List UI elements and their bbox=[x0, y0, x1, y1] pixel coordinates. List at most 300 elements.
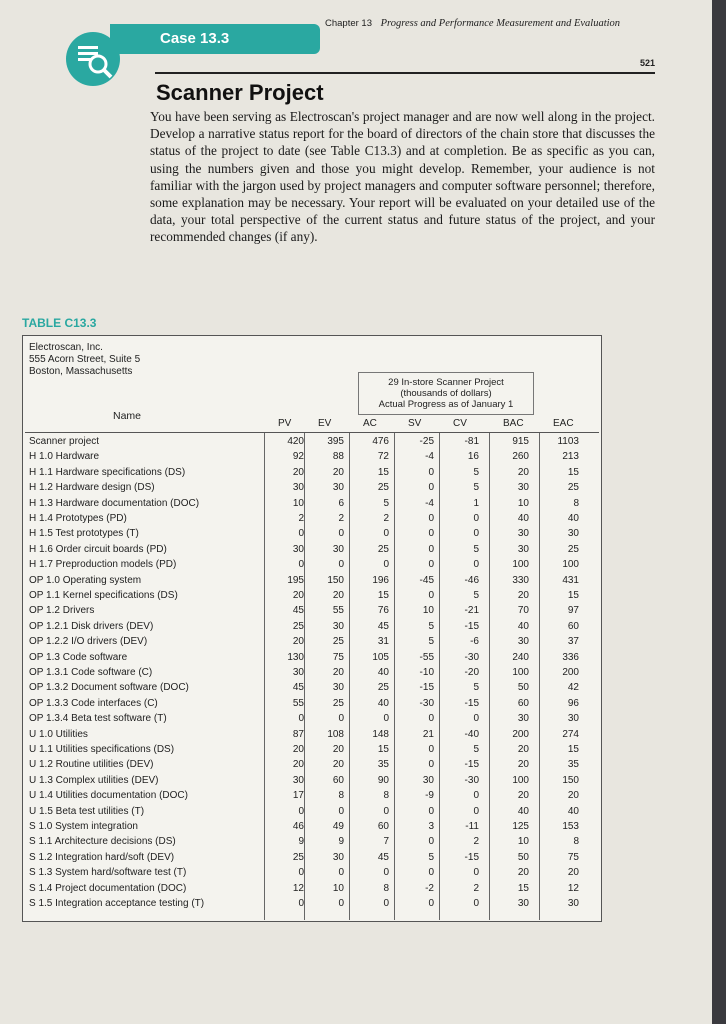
cell-sv: -10 bbox=[419, 667, 434, 678]
cell-pv: 92 bbox=[292, 451, 304, 463]
cell-pv: 420 bbox=[287, 436, 304, 447]
table-row bbox=[25, 605, 599, 617]
row-name: H 1.6 Order circuit boards (PD) bbox=[29, 543, 167, 555]
table-row bbox=[25, 498, 599, 510]
cell-ac: 90 bbox=[377, 774, 389, 786]
cell-sv: 5 bbox=[428, 620, 434, 632]
cell-sv: 0 bbox=[428, 466, 434, 478]
cell-pv: 10 bbox=[292, 497, 304, 509]
cell-bac: 240 bbox=[512, 651, 529, 663]
cell-ev: 0 bbox=[338, 713, 344, 725]
cell-ev: 150 bbox=[327, 574, 344, 586]
table-row bbox=[25, 667, 599, 679]
cell-ev: 8 bbox=[338, 790, 344, 802]
cell-pv: 0 bbox=[298, 559, 304, 571]
cell-cv: -6 bbox=[470, 636, 479, 648]
table-row bbox=[25, 682, 599, 694]
cell-bac: 200 bbox=[512, 728, 529, 740]
cell-pv: 2 bbox=[298, 513, 304, 524]
cell-cv: -15 bbox=[464, 851, 479, 863]
row-name: OP 1.2.2 I/O drivers (DEV) bbox=[29, 636, 148, 648]
magnifier-icon bbox=[66, 32, 120, 86]
cell-ev: 25 bbox=[332, 697, 344, 709]
column-header-cv: CV bbox=[453, 418, 467, 429]
company-line: 555 Acorn Street, Suite 5 bbox=[29, 354, 141, 365]
table-row bbox=[25, 621, 599, 633]
cell-eac: 8 bbox=[573, 497, 579, 509]
table-row bbox=[25, 590, 599, 602]
column-header-ac: AC bbox=[363, 418, 377, 429]
cell-eac: 15 bbox=[567, 590, 579, 601]
cell-ev: 30 bbox=[332, 620, 344, 632]
cell-ac: 40 bbox=[377, 697, 389, 709]
row-name: U 1.3 Complex utilities (DEV) bbox=[29, 774, 159, 786]
cell-ev: 6 bbox=[338, 497, 344, 509]
cell-cv: 2 bbox=[473, 836, 479, 848]
table-row bbox=[25, 544, 599, 556]
row-name: U 1.5 Beta test utilities (T) bbox=[29, 805, 145, 817]
cell-eac: 8 bbox=[573, 836, 579, 848]
cell-eac: 25 bbox=[567, 482, 579, 494]
cell-pv: 45 bbox=[292, 605, 304, 617]
cell-bac: 915 bbox=[512, 436, 529, 447]
cell-bac: 30 bbox=[517, 713, 529, 725]
cell-bac: 20 bbox=[517, 744, 529, 755]
cell-cv: -15 bbox=[464, 697, 479, 709]
cell-ev: 88 bbox=[332, 451, 344, 463]
cell-sv: -4 bbox=[425, 451, 434, 463]
cell-pv: 195 bbox=[287, 574, 304, 586]
cell-cv: 0 bbox=[473, 528, 479, 540]
cell-cv: 5 bbox=[473, 543, 479, 555]
cell-ev: 75 bbox=[332, 651, 344, 663]
cell-ac: 0 bbox=[383, 528, 389, 540]
cell-cv: 2 bbox=[473, 882, 479, 894]
cell-ac: 0 bbox=[383, 559, 389, 571]
cell-sv: -25 bbox=[419, 436, 434, 447]
column-header-ev: EV bbox=[318, 418, 332, 429]
cell-ev: 30 bbox=[332, 482, 344, 494]
cell-ev: 49 bbox=[332, 821, 344, 832]
cell-bac: 20 bbox=[517, 867, 529, 879]
cell-cv: -40 bbox=[464, 728, 479, 740]
cell-bac: 100 bbox=[512, 774, 529, 786]
cell-ac: 45 bbox=[377, 620, 389, 632]
cell-ev: 20 bbox=[332, 759, 344, 771]
cell-ac: 15 bbox=[377, 590, 389, 601]
cell-cv: 5 bbox=[473, 482, 479, 494]
row-name: H 1.1 Hardware specifications (DS) bbox=[29, 466, 186, 478]
table-row bbox=[25, 898, 599, 910]
cell-ev: 20 bbox=[332, 667, 344, 678]
cell-ac: 476 bbox=[372, 436, 389, 447]
cell-ev: 0 bbox=[338, 867, 344, 879]
cell-cv: 5 bbox=[473, 590, 479, 601]
cell-pv: 30 bbox=[292, 667, 304, 678]
cell-pv: 130 bbox=[287, 651, 304, 663]
cell-ac: 0 bbox=[383, 805, 389, 817]
cell-sv: -30 bbox=[419, 697, 434, 709]
cell-ev: 0 bbox=[338, 528, 344, 540]
cell-cv: -46 bbox=[464, 574, 479, 586]
cell-ac: 25 bbox=[377, 682, 389, 694]
cell-pv: 20 bbox=[292, 759, 304, 771]
cell-cv: 0 bbox=[473, 513, 479, 524]
chapter-label: Chapter 13 bbox=[325, 18, 373, 29]
cell-sv: 30 bbox=[422, 774, 434, 786]
cell-eac: 150 bbox=[562, 774, 579, 786]
cell-ac: 15 bbox=[377, 466, 389, 478]
cell-bac: 40 bbox=[517, 805, 529, 817]
cell-cv: -81 bbox=[464, 436, 479, 447]
cell-cv: -30 bbox=[464, 651, 479, 663]
cell-pv: 9 bbox=[298, 836, 304, 848]
cell-ev: 20 bbox=[332, 466, 344, 478]
cell-sv: 0 bbox=[428, 482, 434, 494]
cell-bac: 30 bbox=[517, 898, 529, 909]
cell-ac: 0 bbox=[383, 898, 389, 909]
cell-eac: 40 bbox=[567, 805, 579, 817]
subtitle-line: (thousands of dollars) bbox=[400, 388, 492, 399]
row-name: OP 1.3 Code software bbox=[29, 651, 128, 663]
cell-sv: 5 bbox=[428, 851, 434, 863]
cell-eac: 35 bbox=[567, 759, 579, 771]
table-row bbox=[25, 528, 599, 540]
cell-bac: 260 bbox=[512, 451, 529, 463]
cell-cv: 0 bbox=[473, 790, 479, 802]
cell-cv: 0 bbox=[473, 559, 479, 571]
row-name: U 1.2 Routine utilities (DEV) bbox=[29, 759, 154, 771]
cell-bac: 40 bbox=[517, 620, 529, 632]
row-name: H 1.5 Test prototypes (T) bbox=[29, 528, 139, 540]
column-header-sv: SV bbox=[408, 418, 422, 429]
table-row bbox=[25, 821, 599, 833]
cell-ac: 25 bbox=[377, 543, 389, 555]
row-name: U 1.1 Utilities specifications (DS) bbox=[29, 744, 175, 755]
cell-eac: 40 bbox=[567, 513, 579, 524]
cell-cv: 5 bbox=[473, 744, 479, 755]
cell-eac: 274 bbox=[562, 728, 579, 740]
cell-pv: 0 bbox=[298, 713, 304, 725]
case-body-text: You have been serving as Electroscan's project manager and are now well along in the project. Develop a narrative status report for the board of directors of the chain store that discusses the status of the project to date (see Table C13.3) and at completion. Be as specific as you can, using the numbers given and those you might develop. Remember, your audience is not familiar with the jargon used by project managers and computer software personnel; therefore, some explanation may be necessary. Your report will be evaluated on your detailed use of the data, your total perspective of the current status and future status of the project, and your recommended changes (if any). bbox=[150, 109, 655, 245]
cell-sv: -15 bbox=[419, 682, 434, 694]
row-name: OP 1.2 Drivers bbox=[29, 605, 95, 617]
cell-cv: 5 bbox=[473, 682, 479, 694]
cell-bac: 70 bbox=[517, 605, 529, 617]
cell-sv: 5 bbox=[428, 636, 434, 648]
table-row bbox=[25, 744, 599, 756]
table-row bbox=[25, 482, 599, 494]
data-table bbox=[22, 335, 602, 922]
cell-cv: -15 bbox=[464, 620, 479, 632]
cell-ev: 108 bbox=[327, 728, 344, 740]
cell-pv: 87 bbox=[292, 728, 304, 740]
cell-ac: 7 bbox=[383, 836, 389, 848]
cell-bac: 30 bbox=[517, 636, 529, 648]
cell-bac: 15 bbox=[517, 882, 529, 894]
cell-ev: 0 bbox=[338, 805, 344, 817]
cell-ac: 148 bbox=[372, 728, 389, 740]
cell-eac: 37 bbox=[567, 636, 579, 648]
name-column-header: Name bbox=[113, 410, 142, 422]
cell-eac: 15 bbox=[567, 744, 579, 755]
cell-sv: 0 bbox=[428, 559, 434, 571]
table-row bbox=[25, 883, 599, 895]
cell-pv: 30 bbox=[292, 774, 304, 786]
cell-pv: 25 bbox=[292, 620, 304, 632]
cell-cv: 16 bbox=[467, 451, 479, 463]
cell-sv: 0 bbox=[428, 867, 434, 879]
cell-sv: 0 bbox=[428, 836, 434, 848]
case-label: Case 13.3 bbox=[160, 30, 230, 47]
table-row bbox=[25, 451, 599, 463]
cell-bac: 10 bbox=[517, 836, 529, 848]
cell-sv: -45 bbox=[419, 574, 434, 586]
cell-cv: -20 bbox=[464, 667, 479, 678]
cell-bac: 50 bbox=[517, 851, 529, 863]
cell-ev: 0 bbox=[338, 898, 344, 909]
cell-cv: 0 bbox=[473, 898, 479, 909]
row-name: S 1.3 System hard/software test (T) bbox=[29, 867, 187, 879]
cell-ev: 30 bbox=[332, 543, 344, 555]
cell-cv: -21 bbox=[464, 605, 479, 617]
cell-ev: 25 bbox=[332, 636, 344, 648]
cell-pv: 0 bbox=[298, 898, 304, 909]
table-row bbox=[25, 775, 599, 787]
cell-ac: 25 bbox=[377, 482, 389, 494]
row-name: H 1.7 Preproduction models (PD) bbox=[29, 559, 177, 571]
cell-sv: 3 bbox=[428, 821, 434, 832]
cell-cv: -30 bbox=[464, 774, 479, 786]
cell-pv: 0 bbox=[298, 528, 304, 540]
table-row bbox=[25, 759, 599, 771]
cell-ac: 60 bbox=[377, 821, 389, 832]
cell-ev: 20 bbox=[332, 590, 344, 601]
table-row bbox=[25, 636, 599, 648]
cell-bac: 20 bbox=[517, 466, 529, 478]
cell-ev: 2 bbox=[338, 513, 344, 524]
cell-cv: 0 bbox=[473, 867, 479, 879]
cell-ac: 8 bbox=[383, 790, 389, 802]
cell-ac: 35 bbox=[377, 759, 389, 771]
header-divider bbox=[25, 432, 599, 433]
cell-eac: 96 bbox=[567, 697, 579, 709]
cell-cv: 5 bbox=[473, 466, 479, 478]
column-header-bac: BAC bbox=[503, 418, 524, 429]
cell-pv: 46 bbox=[292, 821, 304, 832]
row-name: H 1.0 Hardware bbox=[29, 451, 100, 463]
cell-eac: 431 bbox=[562, 574, 579, 586]
running-header bbox=[325, 18, 655, 68]
cell-eac: 60 bbox=[567, 620, 579, 632]
table-label: TABLE C13.3 bbox=[22, 316, 97, 330]
cell-ac: 105 bbox=[372, 651, 389, 663]
cell-sv: 0 bbox=[428, 898, 434, 909]
table-row bbox=[25, 806, 599, 818]
row-name: Scanner project bbox=[29, 436, 100, 447]
table-row bbox=[25, 559, 599, 571]
cell-sv: -55 bbox=[419, 651, 434, 663]
table-row bbox=[25, 836, 599, 848]
cell-bac: 20 bbox=[517, 590, 529, 601]
cell-eac: 30 bbox=[567, 528, 579, 540]
cell-bac: 10 bbox=[517, 497, 529, 509]
header-rule bbox=[155, 72, 655, 74]
table-row bbox=[25, 513, 599, 525]
cell-bac: 30 bbox=[517, 482, 529, 494]
case-title: Scanner Project bbox=[156, 80, 324, 105]
cell-pv: 20 bbox=[292, 636, 304, 648]
cell-eac: 336 bbox=[562, 651, 579, 663]
column-header-pv: PV bbox=[278, 418, 292, 429]
cell-sv: -4 bbox=[425, 497, 434, 509]
cell-eac: 12 bbox=[567, 882, 579, 894]
cell-pv: 20 bbox=[292, 590, 304, 601]
cell-ev: 55 bbox=[332, 605, 344, 617]
row-name: S 1.5 Integration acceptance testing (T) bbox=[29, 898, 205, 909]
row-name: OP 1.3.2 Document software (DOC) bbox=[29, 682, 189, 694]
cell-ev: 0 bbox=[338, 559, 344, 571]
cell-ev: 9 bbox=[338, 836, 344, 848]
table-row bbox=[25, 698, 599, 710]
cell-eac: 97 bbox=[567, 605, 579, 617]
cell-eac: 153 bbox=[562, 821, 579, 832]
cell-cv: 1 bbox=[473, 497, 479, 509]
row-name: H 1.2 Hardware design (DS) bbox=[29, 482, 155, 494]
cell-ev: 20 bbox=[332, 744, 344, 755]
cell-eac: 20 bbox=[567, 867, 579, 879]
cell-ev: 30 bbox=[332, 851, 344, 863]
cell-pv: 0 bbox=[298, 805, 304, 817]
row-name: H 1.4 Prototypes (PD) bbox=[29, 513, 127, 524]
subtitle-line: 29 In-store Scanner Project bbox=[388, 377, 504, 388]
cell-bac: 50 bbox=[517, 682, 529, 694]
cell-ac: 45 bbox=[377, 851, 389, 863]
table-row bbox=[25, 867, 599, 879]
table-subtitle bbox=[358, 372, 534, 415]
cell-bac: 100 bbox=[512, 667, 529, 678]
cell-sv: 0 bbox=[428, 713, 434, 725]
cell-sv: -2 bbox=[425, 882, 434, 894]
row-name: OP 1.1 Kernel specifications (DS) bbox=[29, 590, 178, 601]
cell-bac: 100 bbox=[512, 559, 529, 571]
cell-sv: 0 bbox=[428, 543, 434, 555]
cell-ac: 40 bbox=[377, 667, 389, 678]
row-name: OP 1.3.4 Beta test software (T) bbox=[29, 713, 167, 725]
cell-ev: 395 bbox=[327, 436, 344, 447]
cell-eac: 75 bbox=[567, 851, 579, 863]
cell-bac: 20 bbox=[517, 790, 529, 802]
cell-ac: 76 bbox=[377, 605, 389, 617]
cell-pv: 55 bbox=[292, 697, 304, 709]
cell-pv: 12 bbox=[292, 882, 304, 894]
cell-pv: 17 bbox=[292, 790, 304, 802]
cell-ac: 2 bbox=[383, 513, 389, 524]
cell-pv: 25 bbox=[292, 851, 304, 863]
cell-eac: 200 bbox=[562, 667, 579, 678]
subtitle-line: Actual Progress as of January 1 bbox=[378, 399, 514, 410]
cell-pv: 20 bbox=[292, 744, 304, 755]
cell-eac: 30 bbox=[567, 713, 579, 725]
page-number: 521 bbox=[639, 58, 655, 68]
cell-sv: 0 bbox=[428, 805, 434, 817]
row-name: OP 1.3.1 Code software (C) bbox=[29, 667, 153, 678]
cell-eac: 20 bbox=[567, 790, 579, 802]
cell-ac: 15 bbox=[377, 744, 389, 755]
cell-bac: 60 bbox=[517, 697, 529, 709]
cell-eac: 25 bbox=[567, 543, 579, 555]
cell-pv: 20 bbox=[292, 466, 304, 478]
row-name: OP 1.0 Operating system bbox=[29, 574, 142, 586]
cell-bac: 40 bbox=[517, 513, 529, 524]
cell-ac: 196 bbox=[372, 574, 389, 586]
cell-bac: 30 bbox=[517, 543, 529, 555]
cell-ac: 0 bbox=[383, 867, 389, 879]
cell-eac: 15 bbox=[567, 466, 579, 478]
cell-pv: 0 bbox=[298, 867, 304, 879]
row-name: U 1.4 Utilities documentation (DOC) bbox=[29, 790, 188, 802]
row-name: OP 1.2.1 Disk drivers (DEV) bbox=[29, 620, 154, 632]
cell-ac: 5 bbox=[383, 497, 389, 509]
row-name: S 1.0 System integration bbox=[29, 821, 138, 832]
cell-sv: 0 bbox=[428, 590, 434, 601]
company-line: Boston, Massachusetts bbox=[29, 366, 133, 377]
table-row bbox=[25, 729, 599, 741]
cell-ev: 30 bbox=[332, 682, 344, 694]
cell-cv: 0 bbox=[473, 805, 479, 817]
table-row bbox=[25, 713, 599, 725]
company-info bbox=[29, 342, 140, 378]
cell-ac: 72 bbox=[377, 451, 389, 463]
cell-eac: 100 bbox=[562, 559, 579, 571]
row-name: S 1.1 Architecture decisions (DS) bbox=[29, 836, 176, 848]
cell-eac: 42 bbox=[567, 682, 579, 694]
cell-sv: 0 bbox=[428, 744, 434, 755]
cell-bac: 20 bbox=[517, 759, 529, 771]
cell-ac: 8 bbox=[383, 882, 389, 894]
cell-sv: 0 bbox=[428, 513, 434, 524]
cell-pv: 45 bbox=[292, 682, 304, 694]
cell-cv: -15 bbox=[464, 759, 479, 771]
cell-eac: 30 bbox=[567, 898, 579, 909]
table-row bbox=[25, 652, 599, 664]
cell-sv: 10 bbox=[422, 605, 434, 617]
cell-bac: 125 bbox=[512, 821, 529, 832]
cell-eac: 1103 bbox=[557, 436, 579, 447]
cell-sv: -9 bbox=[425, 790, 434, 802]
cell-cv: -11 bbox=[465, 821, 479, 832]
cell-eac: 213 bbox=[562, 451, 579, 463]
cell-sv: 0 bbox=[428, 759, 434, 771]
cell-bac: 30 bbox=[517, 528, 529, 540]
row-name: S 1.2 Integration hard/soft (DEV) bbox=[29, 851, 175, 863]
table-row bbox=[25, 436, 599, 448]
table-row bbox=[25, 852, 599, 864]
cell-pv: 30 bbox=[292, 482, 304, 494]
cell-ac: 31 bbox=[377, 636, 389, 648]
row-name: U 1.0 Utilities bbox=[29, 728, 88, 740]
cell-cv: 0 bbox=[473, 713, 479, 725]
table-row bbox=[25, 467, 599, 479]
company-line: Electroscan, Inc. bbox=[29, 342, 103, 353]
row-name: S 1.4 Project documentation (DOC) bbox=[29, 882, 187, 894]
column-header-eac: EAC bbox=[553, 418, 574, 429]
table-row bbox=[25, 575, 599, 587]
chapter-title: Progress and Performance Measurement and Evaluation bbox=[380, 18, 621, 29]
cell-sv: 0 bbox=[428, 528, 434, 540]
row-name: OP 1.3.3 Code interfaces (C) bbox=[29, 697, 158, 709]
cell-ac: 0 bbox=[383, 713, 389, 725]
